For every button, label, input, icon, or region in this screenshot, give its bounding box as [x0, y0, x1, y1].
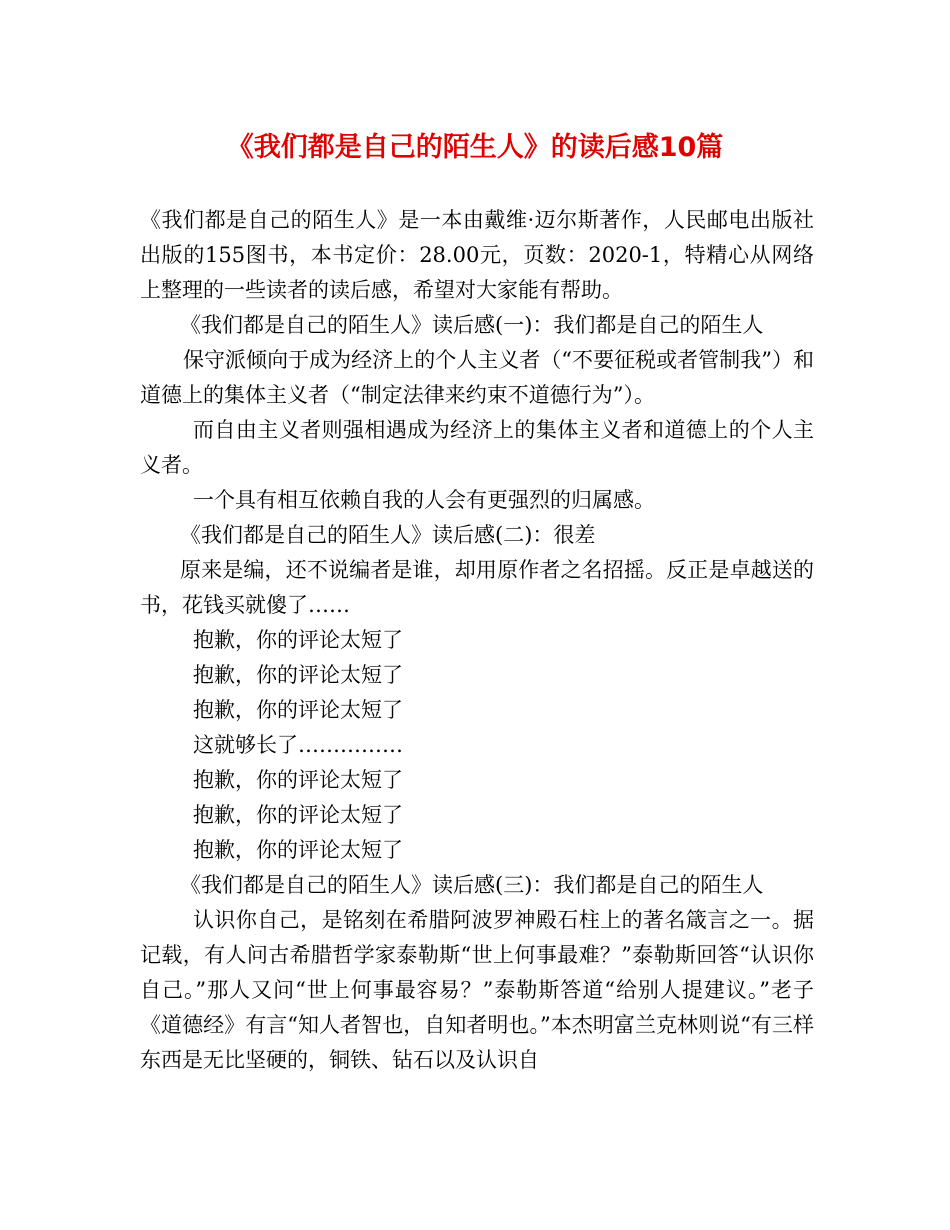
short-comment: 抱歉，你的评论太短了	[193, 663, 403, 687]
short-comment: 抱歉，你的评论太短了	[193, 628, 403, 652]
paragraph: 认识你自己，是铭刻在希腊阿波罗神殿石柱上的著名箴言之一。据记载，有人问古希腊哲学家泰勒斯“世上何事最难？”泰勒斯回答“认识你自己。”那人又问“世上何事最容易？”泰勒斯答道“给别人提建议。”老子《道德经》有言“知人者智也，自知者明也。”本杰明富兰克林则说“有三样东西是无比坚硬的，铜铁、钻石以及认识自	[140, 908, 814, 1072]
short-comment: 抱歉，你的评论太短了	[193, 838, 403, 862]
short-comment: 这就够长了……………	[193, 733, 403, 757]
section-heading-2: 《我们都是自己的陌生人》读后感(二)：很差	[180, 523, 596, 547]
paragraph: 一个具有相互依赖自我的人会有更强烈的归属感。	[193, 488, 655, 512]
short-comment: 抱歉，你的评论太短了	[193, 768, 403, 792]
section-heading-1: 《我们都是自己的陌生人》读后感(一)：我们都是自己的陌生人	[180, 313, 764, 337]
paragraph: 原来是编，还不说编者是谁，却用原作者之名招摇。反正是卓越送的书，花钱买就傻了……	[140, 558, 814, 617]
document-title: 《我们都是自己的陌生人》的读后感10篇	[226, 132, 724, 163]
section-heading-3: 《我们都是自己的陌生人》读后感(三)：我们都是自己的陌生人	[180, 873, 764, 897]
paragraph: 保守派倾向于成为经济上的个人主义者（“不要征税或者管制我”）和道德上的集体主义者（“制定法律来约束不道德行为”）。	[140, 348, 814, 407]
paragraph: 而自由主义者则强相遇成为经济上的集体主义者和道德上的个人主义者。	[140, 418, 814, 477]
document-body	[140, 203, 814, 1078]
intro-paragraph: 《我们都是自己的陌生人》是一本由戴维·迈尔斯著作，人民邮电出版社出版的155图书，本书定价：28.00元，页数：2020-1，特精心从网络上整理的一些读者的读后感，希望对大家能有帮助。	[140, 208, 814, 302]
short-comment: 抱歉，你的评论太短了	[193, 698, 403, 722]
short-comment: 抱歉，你的评论太短了	[193, 803, 403, 827]
